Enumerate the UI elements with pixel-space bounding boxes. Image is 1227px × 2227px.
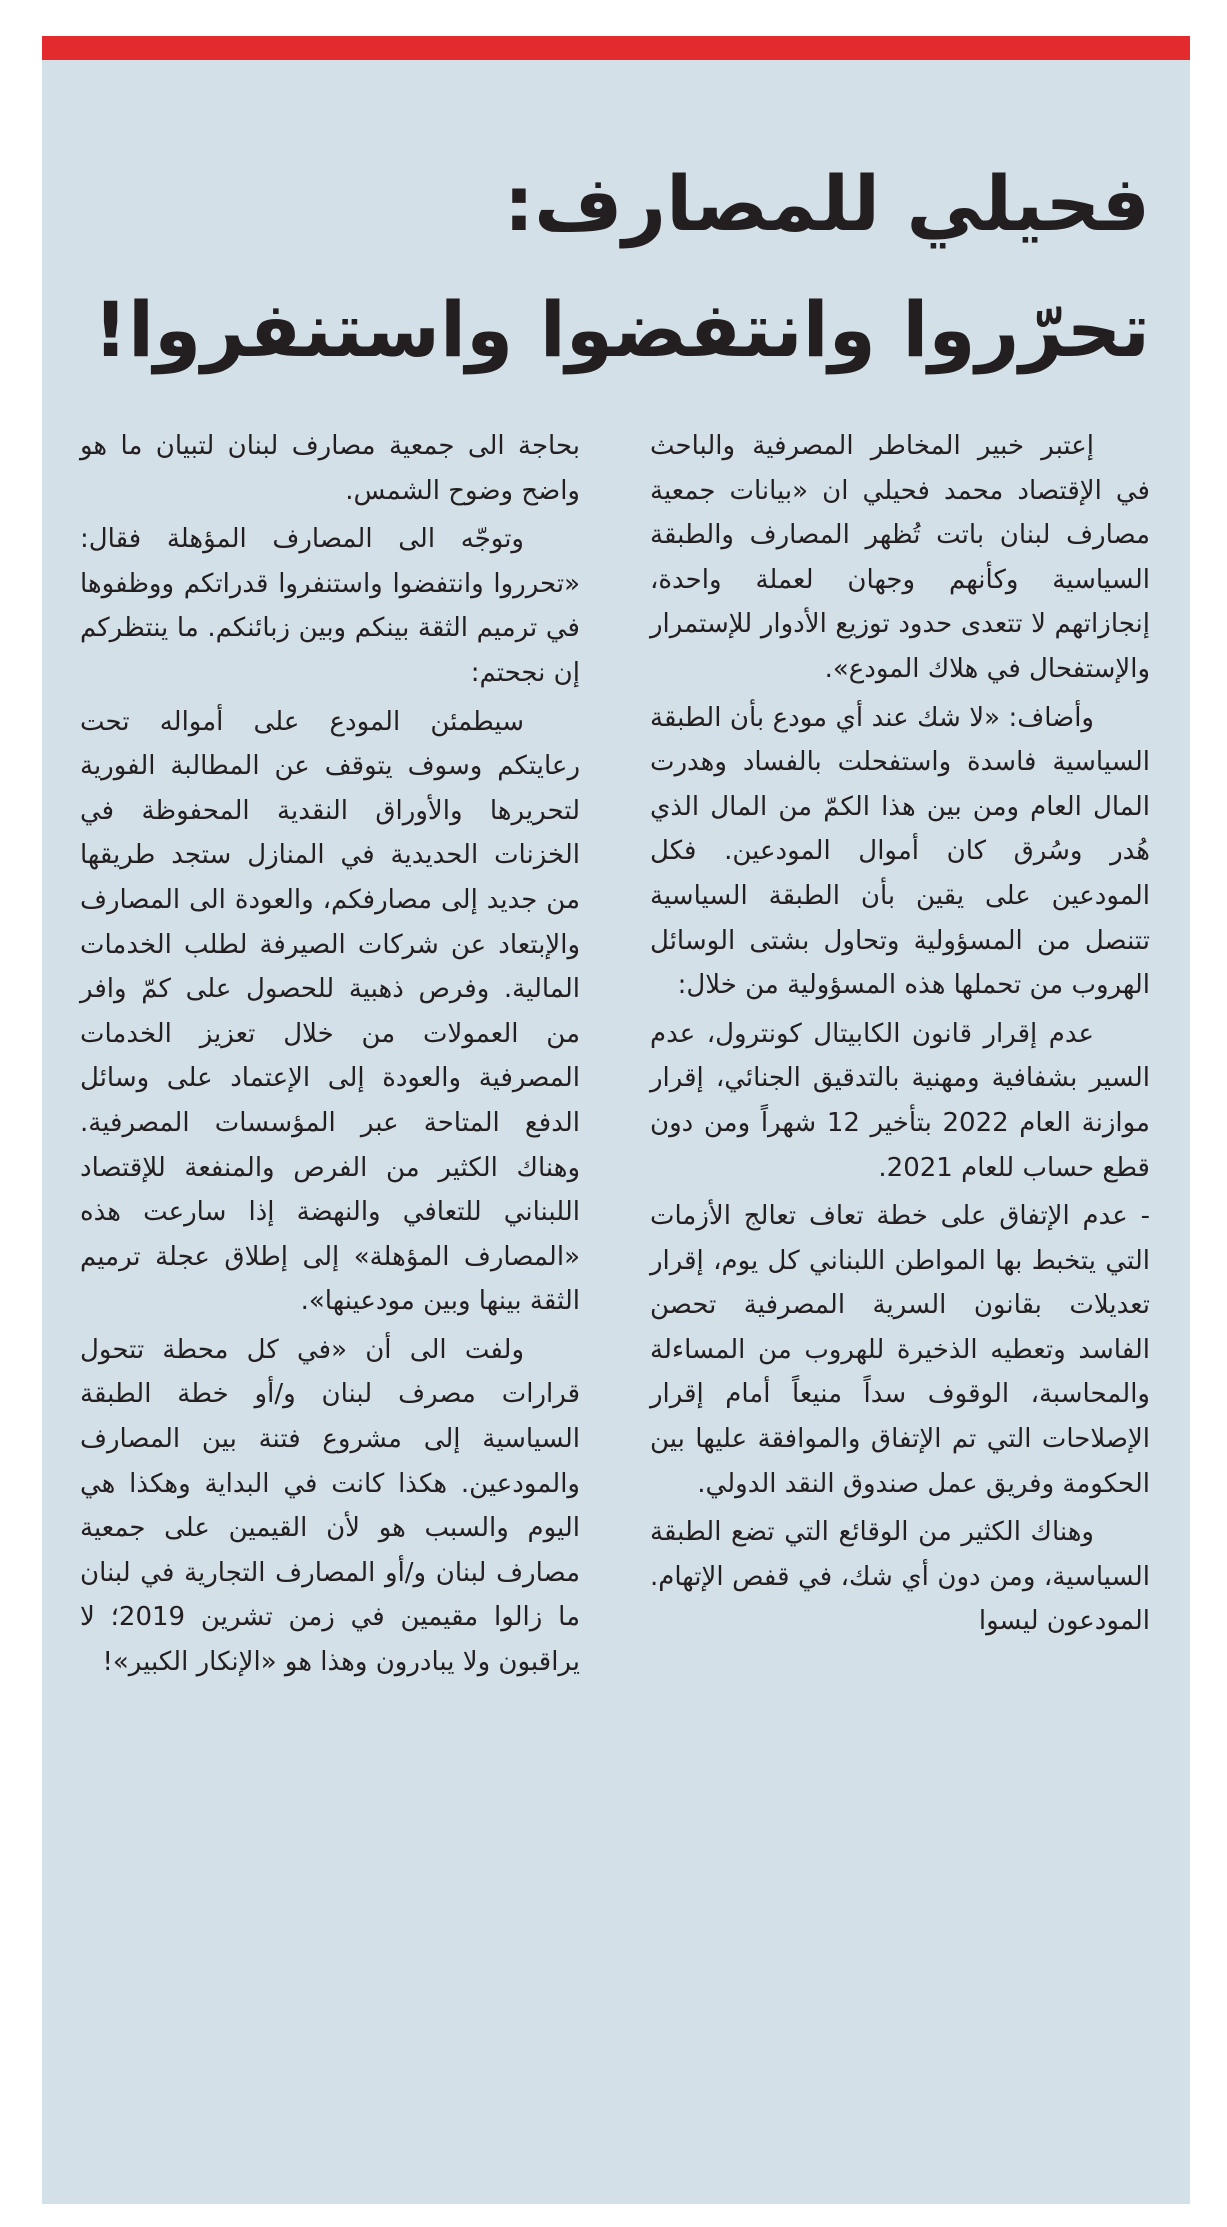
red-accent-bar bbox=[42, 36, 1190, 60]
paragraph: إعتبر خبير المخاطر المصرفية والباحث في الإقتصاد محمد فحيلي ان «بيانات جمعية مصارف لبنان باتت تُظهر المصارف والطبقة السياسية وكأنهم وجهان لعملة واحدة، إنجازاتهم لا تتعدى حدود توزيع الأدوار للإستمرار والإستفحال في هلاك المودع». bbox=[650, 431, 1150, 684]
paragraph: ولفت الى أن «في كل محطة تتحول قرارات مصرف لبنان و/أو خطة الطبقة السياسية إلى مشروع فتنة بين المصارف والمودعين. هكذا كانت في البداية وهكذا هي اليوم والسبب هو لأن القيمين على جمعية مصارف لبنان و/أو المصارف التجارية في لبنان ما زالوا مقيمين في زمن تشرين 2019؛ لا يراقبون ولا يبادرون وهذا هو «الإنكار الكبير»! bbox=[80, 1334, 580, 1678]
article-page bbox=[42, 36, 1190, 2204]
paragraph: سيطمئن المودع على أمواله تحت رعايتكم وسوف يتوقف عن المطالبة الفورية لتحريرها والأوراق النقدية المحفوظة في الخزنات الحديدية في المنازل ستجد طريقها من جديد إلى مصارفكم، والعودة الى المصارف والإبتعاد عن شركات الصيرفة لطلب الخدمات المالية. وفرص ذهبية للحصول على كمّ وافر من العمولات من خلال تعزيز الخدمات المصرفية والعودة إلى الإعتماد على وسائل الدفع المتاحة عبر المؤسسات المصرفية. وهناك الكثير من الفرص والمنفعة للإقتصاد اللبناني للتعافي والنهضة إذا سارعت هذه «المصارف المؤهلة» إلى إطلاق عجلة ترميم الثقة بينها وبين مودعينها». bbox=[80, 706, 580, 1317]
paragraph: بحاجة الى جمعية مصارف لبنان لتبيان ما هو واضح وضوح الشمس. bbox=[80, 431, 580, 506]
article-column-left bbox=[80, 424, 580, 1689]
paragraph: وأضاف: «لا شك عند أي مودع بأن الطبقة السياسية فاسدة واستفحلت بالفساد وهدرت المال العام ومن بين هذا الكمّ من المال الذي هُدر وسُرق كان أموال المودعين. فكل المودعين على يقين بأن الطبقة السياسية تتنصل من المسؤولية وتحاول بشتى الوسائل الهروب من تحملها هذه المسؤولية من خلال: bbox=[650, 702, 1150, 1001]
paragraph: - عدم الإتفاق على خطة تعاف تعالج الأزمات التي يتخبط بها المواطن اللبناني كل يوم، إقرار تعديلات بقانون السرية المصرفية تحصن الفاسد وتعطيه الذخيرة للهروب من المساءلة والمحاسبة، الوقوف سداً منيعاً أمام إقرار الإصلاحات التي تم الإتفاق والموافقة عليها بين الحكومة وفريق عمل صندوق النقد الدولي. bbox=[650, 1201, 1150, 1499]
paragraph: وهناك الكثير من الوقائع التي تضع الطبقة السياسية، ومن دون أي شك، في قفص الإتهام. المودعون ليسوا bbox=[650, 1517, 1150, 1637]
paragraph: عدم إقرار قانون الكابيتال كونترول، عدم السير بشفافية ومهنية بالتدقيق الجنائي، إقرار موازنة العام 2022 بتأخير 12 شهراً ومن دون قطع حساب للعام 2021. bbox=[650, 1018, 1150, 1183]
headline bbox=[82, 141, 1150, 393]
paragraph: وتوجّه الى المصارف المؤهلة فقال: «تحرروا وانتفضوا واستنفروا قدراتكم ووظفوها في ترميم الثقة بينكم وبين زبائنكم. ما ينتظركم إن نجحتم: bbox=[80, 524, 580, 688]
article-column-right bbox=[650, 424, 1150, 1648]
headline-line-2: تحرّروا وانتفضوا واستنفروا! bbox=[93, 285, 1150, 374]
headline-line-1: فحيلي للمصارف: bbox=[503, 159, 1150, 248]
